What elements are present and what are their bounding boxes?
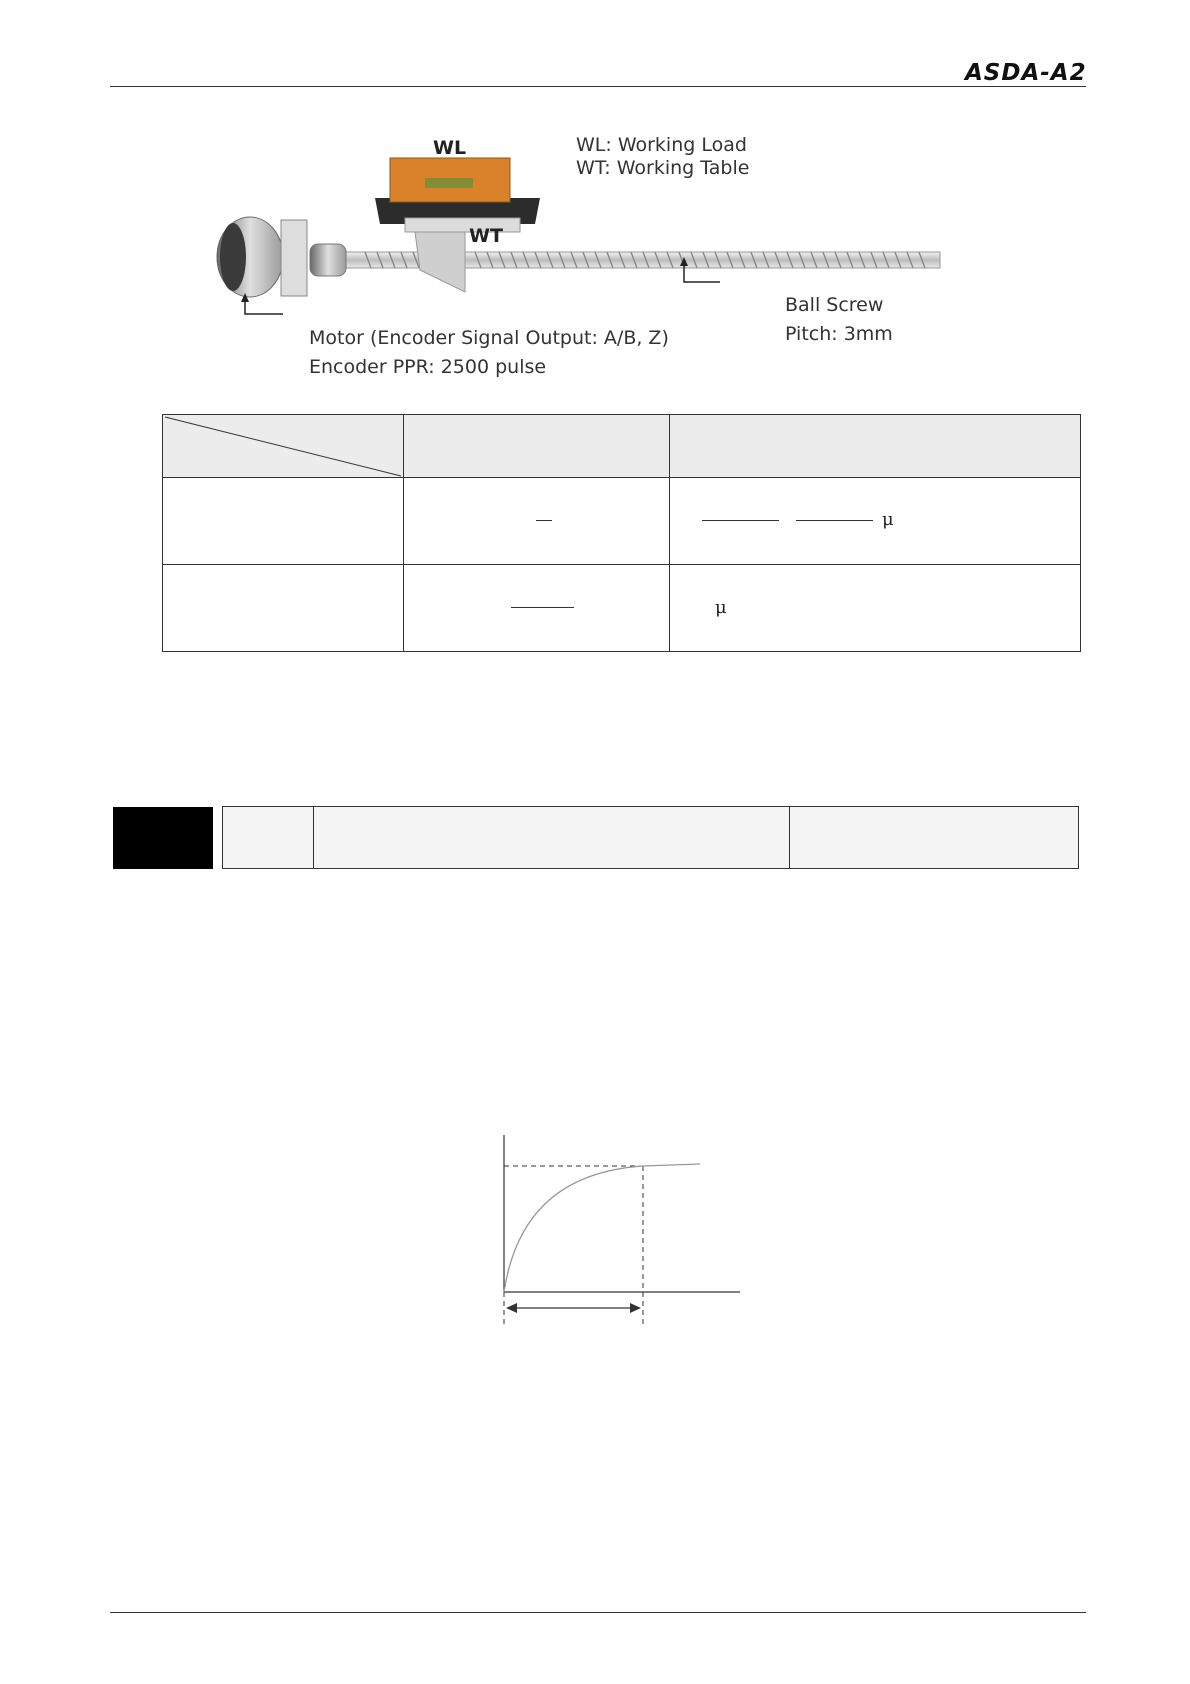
pitch-label: Pitch: 3mm (785, 323, 893, 345)
table-row (163, 478, 1081, 565)
parameter-header-table (222, 806, 1079, 869)
mu-symbol: μ (882, 509, 894, 530)
header-rule (110, 86, 1086, 87)
parameter-header-row (223, 807, 1079, 869)
parameter-id-block (113, 807, 213, 869)
encoder-ppr-label: Encoder PPR: 2500 pulse (309, 356, 547, 378)
brand-logo: ASDA-A2 (965, 60, 1087, 86)
table-header-cell (404, 415, 670, 478)
table-header-row (163, 415, 1081, 478)
motor-label: Motor (Encoder Signal Output: A/B, Z) (309, 327, 669, 349)
ball-screw-label: Ball Screw (785, 294, 884, 316)
fraction-bar (536, 520, 552, 521)
mu-symbol: μ (715, 597, 727, 618)
wl-label: WL (433, 137, 467, 159)
comparison-table (162, 414, 1081, 652)
motor-flange (281, 220, 307, 296)
table-cell (790, 807, 1079, 869)
table-cell (404, 478, 670, 565)
table-cell (404, 565, 670, 652)
table-cell (670, 478, 1081, 565)
working-table-support (415, 232, 465, 292)
coupling (310, 244, 346, 276)
response-curve-diagram (495, 1130, 750, 1330)
footer-rule (110, 1612, 1086, 1613)
legend-working-load: WL: Working Load (576, 134, 747, 156)
fraction-bar (702, 520, 779, 521)
diagonal-line (163, 415, 403, 478)
table-header-cell (670, 415, 1081, 478)
table-cell (163, 565, 404, 652)
table-cell (670, 565, 1081, 652)
response-curve (504, 1164, 700, 1292)
table-corner-cell (163, 415, 404, 478)
table-cell (163, 478, 404, 565)
fraction-bar (511, 607, 574, 608)
fraction-bar (796, 520, 873, 521)
table-cell (223, 807, 314, 869)
wt-label: WT (469, 225, 503, 247)
table-row (163, 565, 1081, 652)
legend-working-table: WT: Working Table (576, 157, 750, 179)
table-cell (314, 807, 790, 869)
